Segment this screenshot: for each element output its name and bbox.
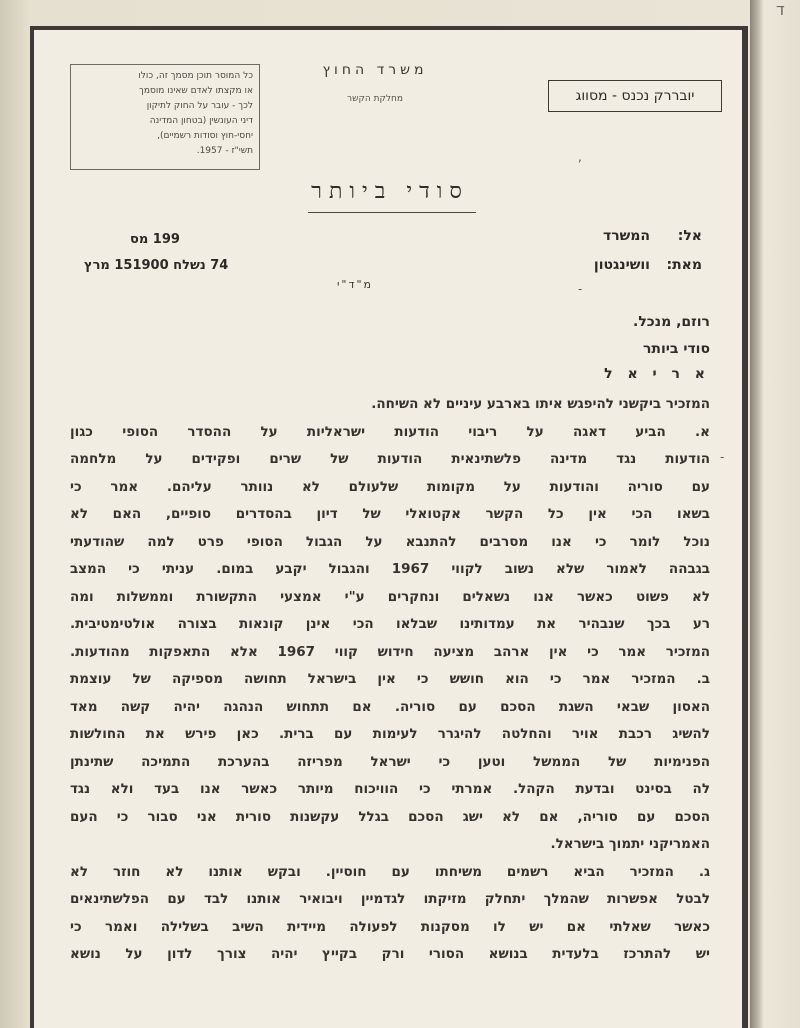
body-line: האמריקני יתמוך בישראל. (550, 836, 710, 852)
body-line: לא פשוט כאשר אנו נשאלים ונחקרים ע"י אמצעי התקשורת וממשלות ומה (70, 588, 710, 605)
stray-mark: - (720, 450, 725, 464)
body-line: הודעות נגד מדינה פלשתינאית הודעות של שרים ופקידים על מלחמה (70, 451, 710, 467)
legal-notice-line: תשי"ז - 1957. (196, 146, 253, 156)
body-line: יש להתרכז בלעדית בנושא הסורי ורק בקייץ יהיה צורך לדון על נושא (70, 946, 710, 962)
body-line: להשיג רכבת אויר והחלטה להיגרר לעימות עם ברית. כאן פירש את החולשות (70, 726, 710, 742)
from-label: מאת: (666, 257, 702, 273)
ministry-title: משרד החוץ (322, 62, 428, 78)
addressee-line: א ר י א ל (604, 366, 710, 382)
body-line: האסון שבאי השגת הסכם עם סוריה. אם תתחוש הנהגה יהיה קשה מאד (70, 698, 710, 715)
legal-notice-line: או מקצתו לאדם שאינו מוסמך (139, 86, 253, 96)
legal-notice-line: דיני העונשין (בטחון המדינה (149, 116, 253, 126)
addressee-line: רוזם, מנכל. (633, 314, 710, 330)
body-line: רע בכך שנבהיר את עמדותינו שבלאו הכי אינן קונאות בצורה אולטימטיבית. (70, 616, 710, 632)
ministry-letterhead (300, 62, 450, 104)
legal-notice-line: כל המוסר תוכן מסמך זה, כולו (138, 71, 253, 81)
body-line: בגבהה לאמור שלא נשוב לקווי 1967 והגבול יקבע במום. עניתי כי המצב (70, 561, 710, 577)
sender-id: מ"ד"י (336, 278, 374, 291)
legal-notice-stamp (70, 64, 260, 170)
stray-mark: - (578, 282, 583, 296)
edge-corner-mark: ד (776, 0, 785, 19)
ministry-subtitle: מחלקת הקשר (347, 94, 403, 104)
body-line: הפנימיות של הממשל וטען כי ישראל מפריזה בהערכת התמיכה שתינתן (70, 753, 710, 770)
body-line: ג. המזכיר הביא רשמים משיחתו עם חוסיין. ובקש אותנו לא חוזר לא (70, 863, 710, 880)
dispatch-time: 74 נשלח 151900 מרץ (84, 258, 229, 273)
body-line: כאשר שאלתי אם יש לו מסקנות לפעולה מיידית השיב בשלילה ואמר כי (70, 918, 710, 935)
body-line: א. הביע דאגה על ריבוי הודעות ישראליות על ההסדר הסופי כגון (70, 423, 710, 440)
body-line: בשאו הכי אין כל הקשר אקטואלי של דיון בהסדרים סופיים, האם לא (70, 506, 710, 522)
to-label: אל: (677, 228, 702, 244)
cable-body (70, 391, 710, 969)
body-line: ב. המזכיר אמר כי הוא חושש כי אין בישראל תחושה מספיקה של עוצמת (70, 671, 710, 687)
body-line: נוכל לומר כי אנו מסרבים להתנבא על הגבול הסופי פרט למה שהודעתי (70, 533, 710, 550)
body-line: לה בסינט ובדעת הקהל. אמרתי כי הוויכוח מיותר כאשר אנו בעד ולא נגד (70, 781, 710, 797)
stray-mark: , (578, 150, 582, 164)
classification-underline (308, 212, 476, 213)
body-line: המזכיר אמר כי אין ארהב מציעה חידוש קווי 1967 אלא התאפקות מהודעות. (70, 643, 710, 660)
legal-notice-line: יחסי-חוץ וסודות רשמיים), (157, 131, 253, 141)
legal-notice-line: לכך - עובר על החוק לתיקון (146, 101, 253, 111)
paper-edge (750, 0, 800, 1028)
message-number: 199 מס (130, 232, 180, 247)
body-line: לבטל אפשרות שהמלך יתחלק מזיקתו לגדמיין ויבואיר אותנו לבד עם הפלשתינאים (70, 891, 710, 907)
body-line: הסכם עם סוריה, אם לא ישג הסכם בגלל עקשנות סורית אני סבור כי העם (70, 808, 710, 825)
body-line: המזכיר ביקשני להיפגש איתו בארבע עיניים לא השיחה. (371, 396, 710, 412)
from-value: וושינגטון (593, 257, 650, 273)
body-line: עם סוריה והודעות על מקומות שלעולם לא נוותר עליהם. אמר כי (70, 478, 710, 495)
to-value: המשרד (602, 228, 650, 244)
addressee-line: סודי ביותר (642, 341, 710, 357)
classification-heading: סודי ביותר (311, 179, 469, 204)
incoming-classified-stamp: יובררק נכנס - מסווג (548, 80, 722, 112)
